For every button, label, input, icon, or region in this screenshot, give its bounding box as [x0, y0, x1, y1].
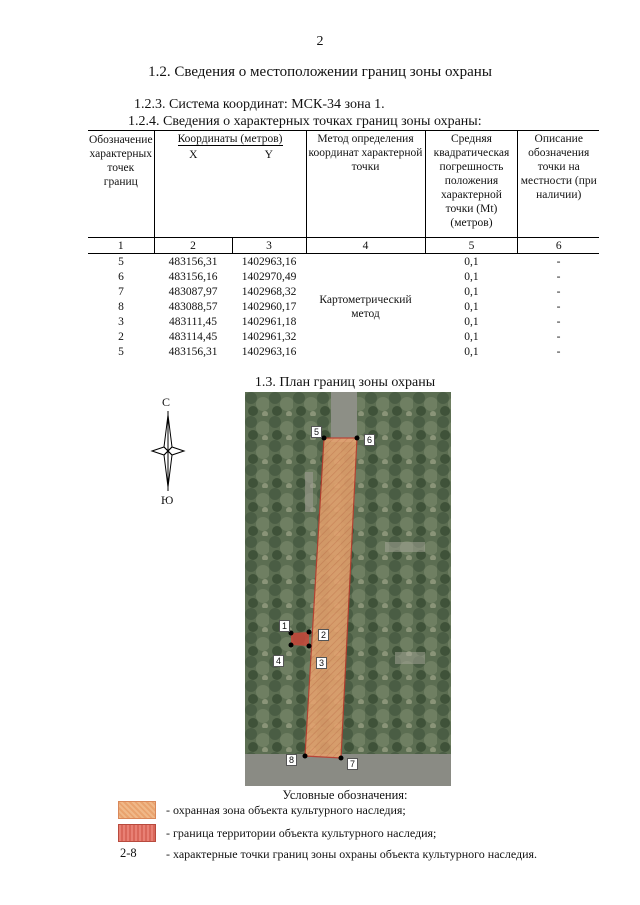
- col-number: 6: [518, 238, 599, 254]
- header-coords-label: Координаты (метров): [177, 133, 283, 145]
- header-error: Средняя квадратическая погрешность положения характерной точки (Mt) (метров): [425, 131, 518, 238]
- y-cell: 1402960,17: [241, 300, 297, 313]
- col-number: 2: [154, 238, 232, 254]
- desc-cell: -: [556, 345, 561, 358]
- desc-cell: -: [556, 270, 561, 283]
- point-cell: 8: [118, 300, 124, 313]
- compass-arrow-icon: [148, 411, 188, 491]
- header-method: Метод определения координат характерной точки: [306, 131, 425, 238]
- legend-item: - охранная зона объекта культурного наследия;: [166, 803, 406, 817]
- desc-cell: -: [556, 330, 561, 343]
- col-number: 1: [88, 238, 154, 254]
- error-cell: 0,1: [464, 345, 479, 358]
- map-graphic: [245, 392, 451, 786]
- y-cell: 1402961,18: [241, 315, 297, 328]
- point-marker: [289, 643, 294, 648]
- desc-cell: -: [556, 315, 561, 328]
- map-point-label: 4: [273, 651, 284, 669]
- point-marker: [307, 630, 312, 635]
- legend-title: Условные обозначения:: [282, 788, 408, 802]
- coordinates-table: [88, 130, 599, 359]
- section-title: 1.2. Сведения о местоположении границ зоны охраны: [148, 64, 492, 80]
- x-cell: 483156,31: [168, 255, 218, 268]
- legend-swatch-territory: [118, 824, 156, 842]
- sheet-code: 2-8: [120, 846, 137, 860]
- point-marker: [339, 756, 344, 761]
- x-cell: 483111,45: [169, 315, 218, 328]
- points-title: 1.2.4. Сведения о характерных точках границ зоны охраны:: [128, 114, 482, 129]
- point-cell: 6: [118, 270, 124, 283]
- error-cell: 0,1: [464, 315, 479, 328]
- legend-item: - характерные точки границ зоны охраны объекта культурного наследия.: [166, 847, 538, 861]
- header-coordinates: [154, 131, 306, 148]
- map-point-label: 2: [318, 625, 329, 643]
- table-row: [88, 254, 599, 270]
- col-number: 5: [425, 238, 518, 254]
- x-cell: 483156,31: [168, 345, 218, 358]
- column-numbers-row: [88, 238, 599, 254]
- point-cell: 5: [118, 255, 124, 268]
- header-designation: Обозначение характерных точек границ: [88, 131, 154, 238]
- desc-cell: -: [556, 300, 561, 313]
- map-point-label: 1: [279, 616, 290, 634]
- y-cell: 1402970,49: [241, 270, 297, 283]
- compass-south-label: Ю: [161, 493, 174, 507]
- x-cell: 483087,97: [168, 285, 218, 298]
- legend-swatch-zone: [118, 801, 156, 819]
- header-description: Описание обозначения точки на местности (при наличии): [518, 131, 599, 238]
- error-cell: 0,1: [464, 270, 479, 283]
- error-cell: 0,1: [464, 285, 479, 298]
- x-cell: 483156,16: [168, 270, 218, 283]
- col-number: 3: [232, 238, 306, 254]
- desc-cell: -: [556, 285, 561, 298]
- header-y: Y: [232, 147, 306, 238]
- point-cell: 3: [118, 315, 124, 328]
- map-point-label: 3: [316, 653, 327, 671]
- y-cell: 1402968,32: [241, 285, 297, 298]
- x-cell: 483114,45: [168, 330, 218, 343]
- plan-title: 1.3. План границ зоны охраны: [254, 375, 436, 390]
- point-marker: [303, 754, 308, 759]
- point-cell: 7: [118, 285, 124, 298]
- desc-cell: -: [556, 255, 561, 268]
- header-x: X: [154, 147, 232, 238]
- legend-item: - граница территории объекта культурного наследия;: [166, 826, 437, 840]
- error-cell: 0,1: [464, 330, 479, 343]
- point-marker: [355, 436, 360, 441]
- coord-system-text: 1.2.3. Система координат: МСК-34 зона 1.: [134, 97, 385, 112]
- error-cell: 0,1: [464, 300, 479, 313]
- y-cell: 1402963,16: [241, 345, 297, 358]
- page-number: 2: [316, 34, 324, 49]
- heritage-territory: [291, 632, 309, 646]
- y-cell: 1402963,16: [241, 255, 297, 268]
- point-cell: 5: [118, 345, 124, 358]
- compass: [148, 395, 188, 505]
- method-value: Картометрический метод: [319, 293, 412, 320]
- map-point-label: 8: [286, 750, 297, 768]
- x-cell: 483088,57: [168, 300, 218, 313]
- point-marker: [307, 644, 312, 649]
- point-cell: 2: [118, 330, 124, 343]
- point-marker: [322, 436, 327, 441]
- compass-north-label: С: [162, 395, 171, 409]
- y-cell: 1402961,32: [241, 330, 297, 343]
- aerial-plan-map: [245, 392, 451, 786]
- error-cell: 0,1: [464, 255, 479, 268]
- map-point-label: 5: [311, 422, 322, 440]
- map-point-label: 7: [347, 754, 358, 772]
- map-point-label: 6: [364, 430, 375, 448]
- col-number: 4: [306, 238, 425, 254]
- method-cell: [306, 254, 425, 360]
